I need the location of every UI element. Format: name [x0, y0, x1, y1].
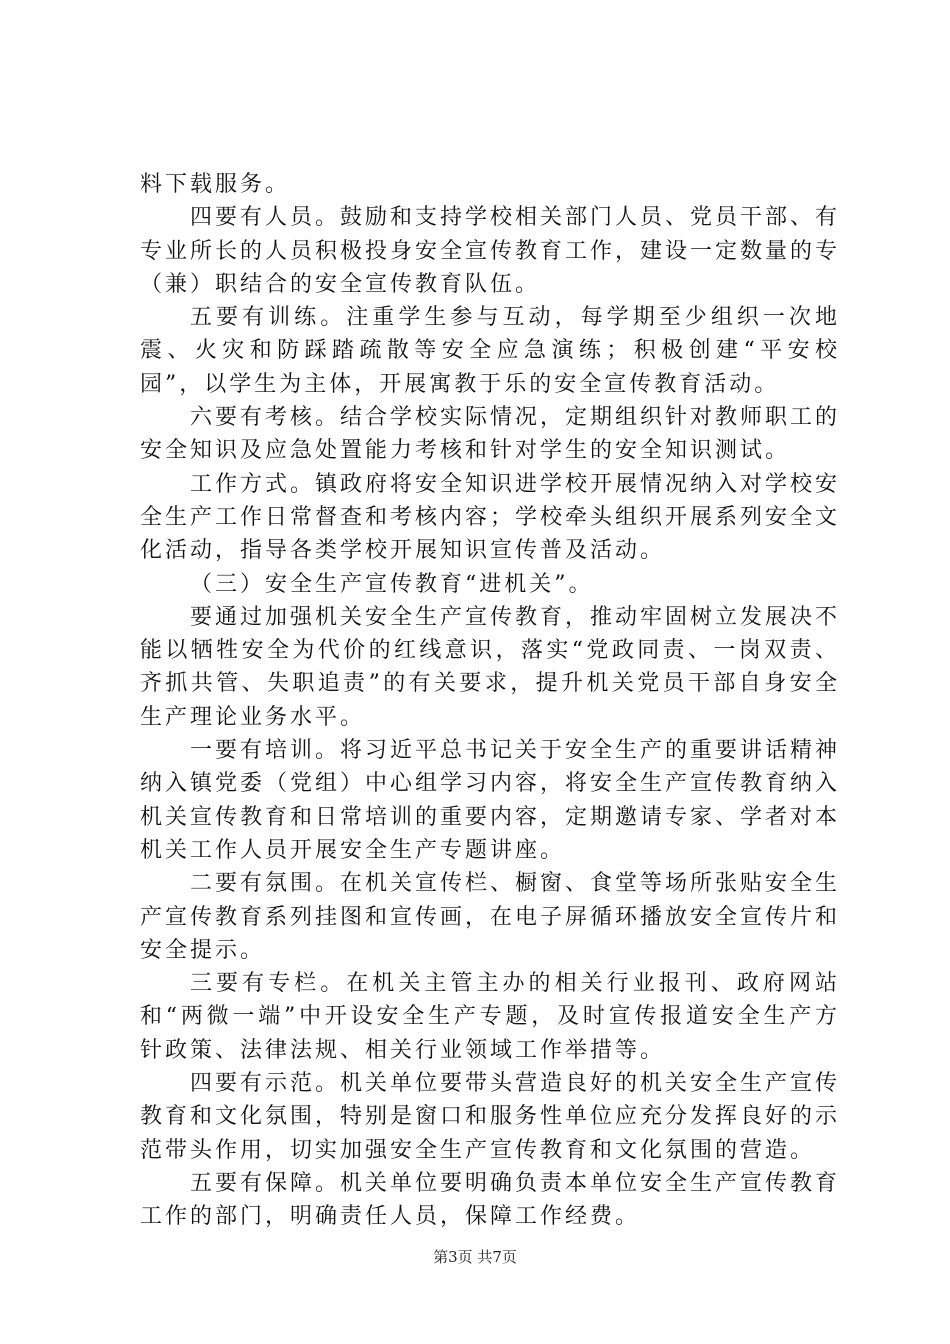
paragraph: 三要有专栏。在机关主管主办的相关行业报刊、政府网站和“两微一端”中开设安全生产专题，及时宣传报道安全生产方针政策、法律法规、相关行业领域工作举措等。 — [140, 971, 840, 1063]
paragraph: 工作方式。镇政府将安全知识进学校开展情况纳入对学校安全生产工作日常督查和考核内容；学校牵头组织开展系列安全文化活动，指导各类学校开展知识宣传普及活动。 — [140, 471, 841, 564]
paragraph: 五要有训练。注重学生参与互动，每学期至少组织一次地震、火灾和防踩踏疏散等安全应急演练；积极创建“平安校园”，以学生为主体，开展寓教于乐的安全宣传教育活动。 — [140, 305, 840, 397]
paragraph: 要通过加强机关安全生产宣传教育，推动牢固树立发展决不能以牺牲安全为代价的红线意识，落实“党政同责、一岗双责、齐抓共管、失职追责”的有关要求，提升机关党员干部自身安全生产理论业务水平。 — [140, 604, 841, 730]
paragraph: 二要有氛围。在机关宣传栏、橱窗、食堂等场所张贴安全生产宣传教育系列挂图和宣传画，在电子屏循环播放安全宣传片和安全提示。 — [140, 871, 841, 963]
section-heading: （三）安全生产宣传教育“进机关”。 — [190, 571, 594, 597]
paragraph: 六要有考核。结合学校实际情况，定期组织针对教师职工的安全知识及应急处置能力考核和针对学生的安全知识测试。 — [140, 405, 841, 464]
paragraph: 一要有培训。将习近平总书记关于安全生产的重要讲话精神纳入镇党委（党组）中心组学习内容，将安全生产宣传教育纳入机关宣传教育和日常培训的重要内容，定期邀请专家、学者对本机关工作人员开展安全生产专题讲座。 — [140, 738, 841, 863]
paragraph: 五要有保障。机关单位要明确负责本单位安全生产宣传教育工作的部门，明确责任人员，保障工作经费。 — [140, 1170, 841, 1230]
paragraph: 四要有示范。机关单位要带头营造良好的机关安全生产宣传教育和文化氛围，特别是窗口和服务性单位应充分发挥良好的示范带头作用，切实加强安全生产宣传教育和文化氛围的营造。 — [140, 1071, 841, 1163]
paragraph: 四要有人员。鼓励和支持学校相关部门人员、党员干部、有专业所长的人员积极投身安全宣传教育工作，建设一定数量的专（兼）职结合的安全宣传教育队伍。 — [140, 205, 841, 297]
paragraph: 料下载服务。 — [140, 172, 291, 197]
page-footer: 第3页 共7页 — [433, 1248, 517, 1266]
document-body — [140, 168, 840, 1234]
